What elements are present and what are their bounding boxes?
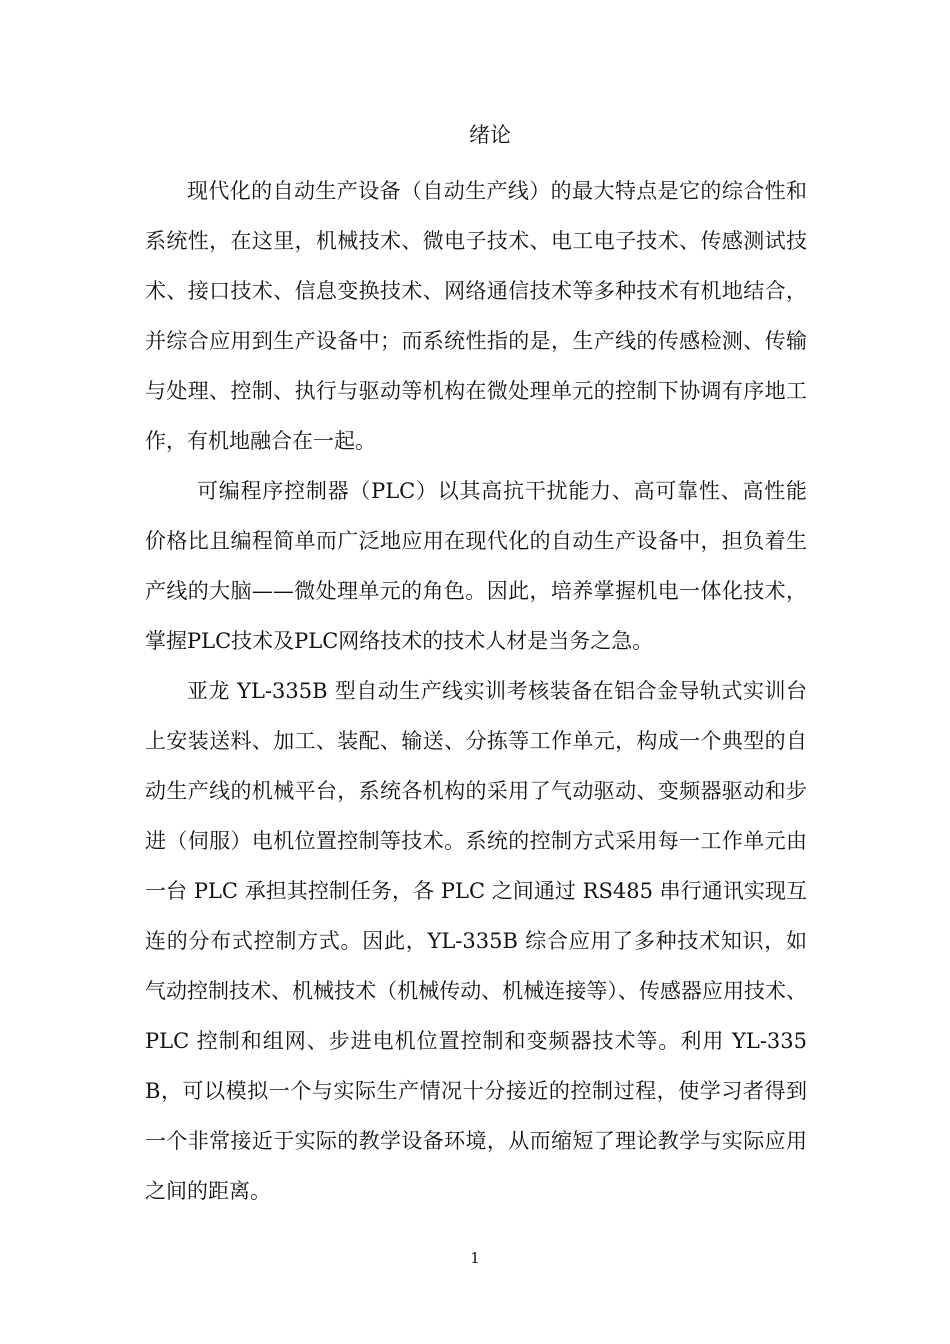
paragraph-yl335b: 亚龙 YL-335B 型自动生产线实训考核装备在铝合金导轨式实训台上安装送料、加工、装配、输送、分拣等工作单元，构成一个典型的自动生产线的机械平台，系统各机构的采用了气动驱动、变频器驱动和步进（伺服）电机位置控制等技术。系统的控制方式采用每一工作单元由一台 PLC 承担其控制任务，各 PLC 之间通过 RS485 串行通讯实现互连的分布式控制方式。因此，YL-335B 综合应用了多种技术知识，如气动控制技术、机械技术（机械传动、机械连接等）、传感器应用技术、PLC 控制和组网、步进电机位置控制和变频器技术等。利用 YL-335B，可以模拟一个与实际生产情况十分接近的控制过程，使学习者得到一个非常接近于实际的教学设备环境，从而缩短了理论教学与实际应用之间的距离。 xyxy=(145,679,807,1203)
body-text xyxy=(145,166,807,1216)
page-title: 绪论 xyxy=(469,123,511,147)
paragraph-intro: 现代化的自动生产设备（自动生产线）的最大特点是它的综合性和系统性，在这里，机械技术、微电子技术、电工电子技术、传感测试技术、接口技术、信息变换技术、网络通信技术等多种技术有机地结合，并综合应用到生产设备中；而系统性指的是，生产线的传感检测、传输与处理、控制、执行与驱动等机构在微处理单元的控制下协调有序地工作，有机地融合在一起。 xyxy=(145,179,807,453)
paragraph-plc: 可编程序控制器（PLC）以其高抗干扰能力、高可靠性、高性能价格比且编程简单而广泛地应用在现代化的自动生产设备中，担负着生产线的大脑——微处理单元的角色。因此，培养掌握机电一体化技术，掌握PLC技术及PLC网络技术的技术人材是当务之急。 xyxy=(145,479,807,653)
page-number: 1 xyxy=(470,1249,480,1267)
